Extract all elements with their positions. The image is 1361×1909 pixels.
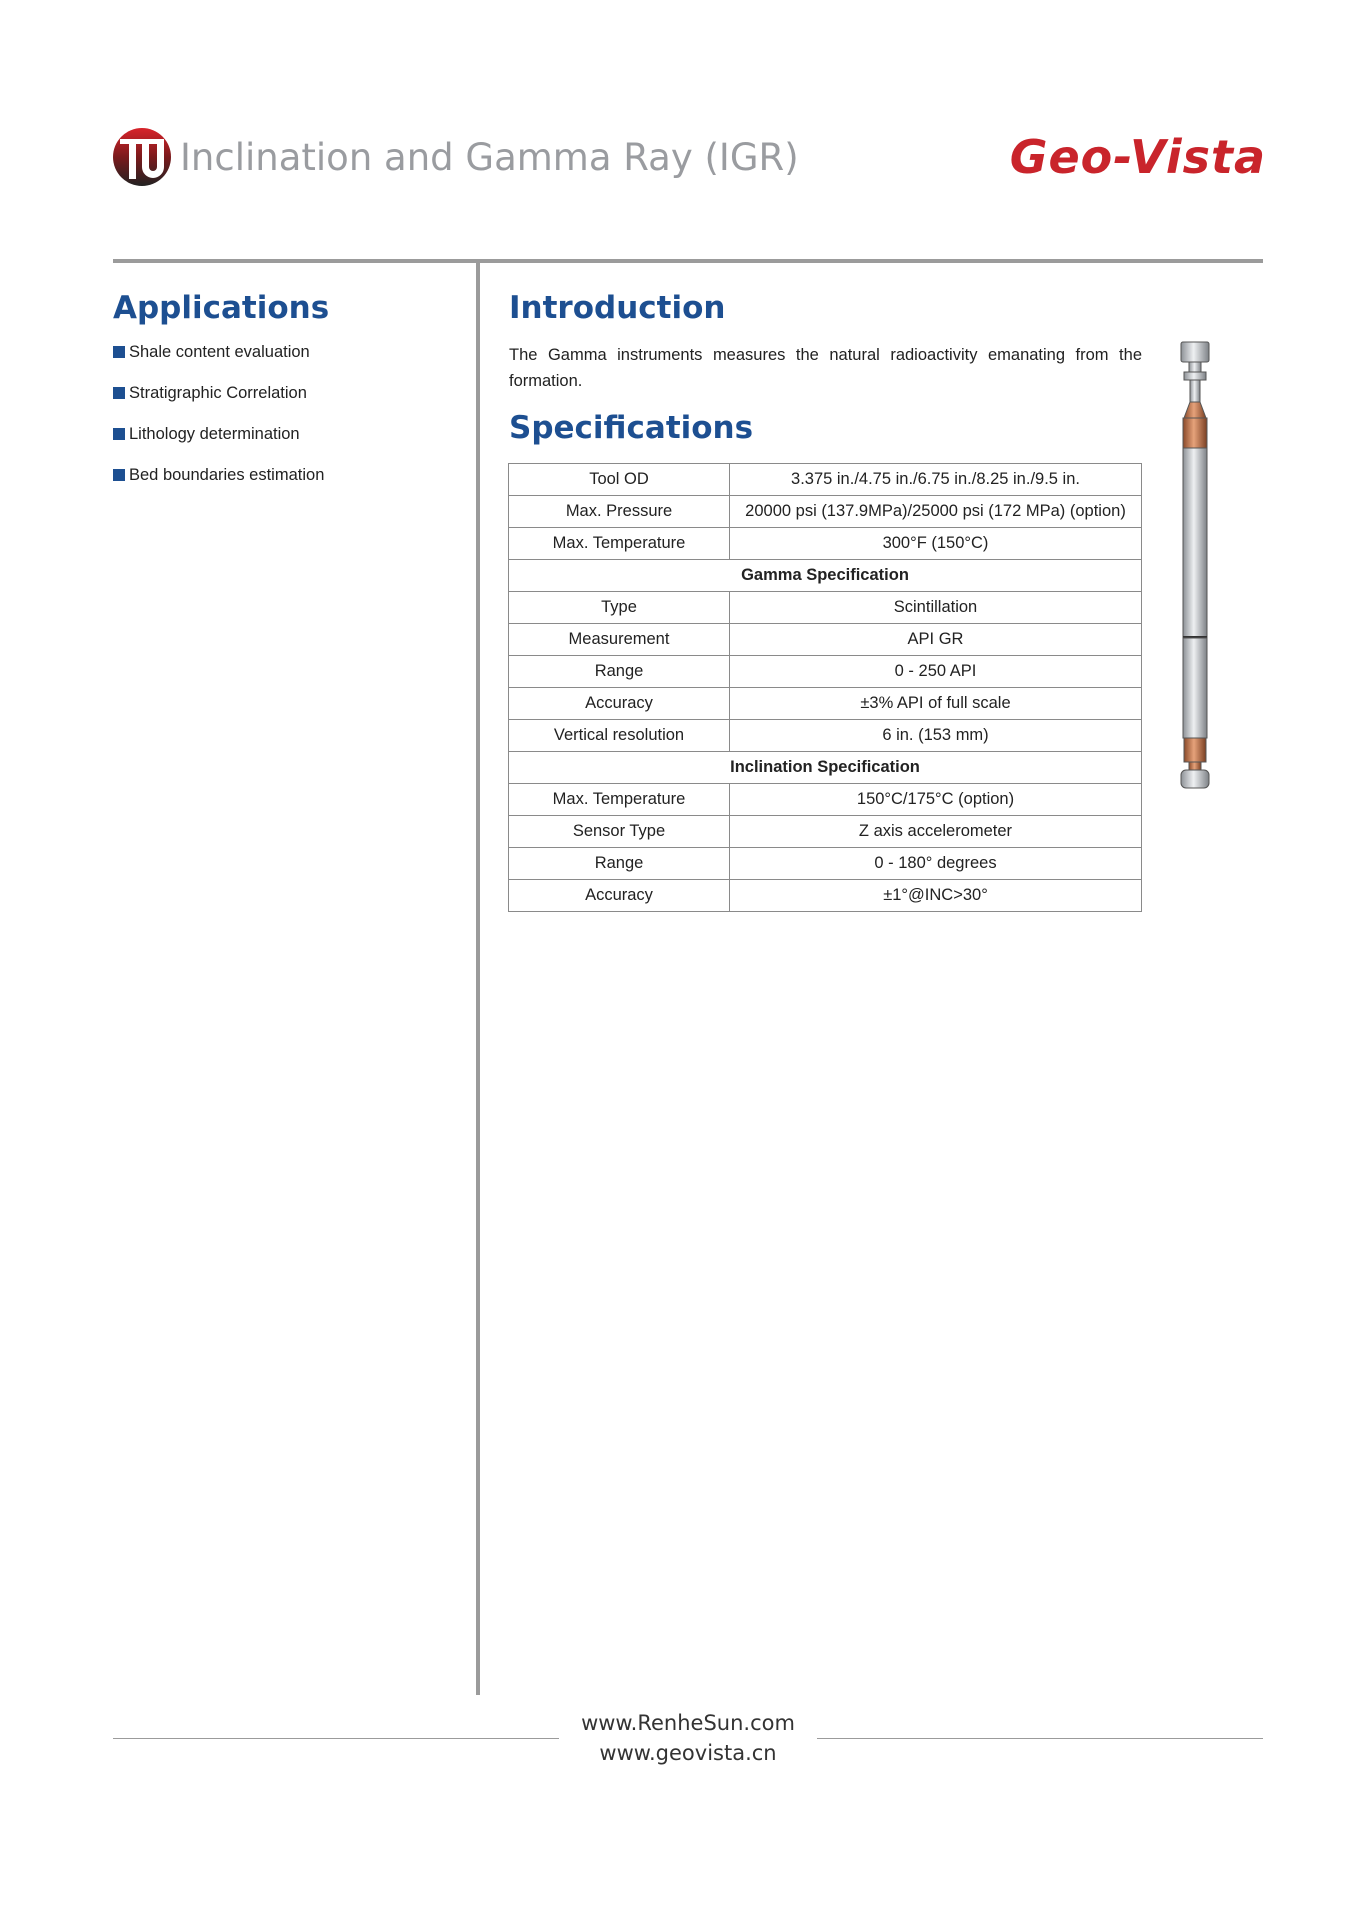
- footer-url-renhesun[interactable]: www.RenheSun.com: [581, 1711, 795, 1735]
- header-divider: [113, 259, 1263, 263]
- rhs-logo-icon: [112, 126, 172, 188]
- spec-label: Sensor Type: [509, 816, 730, 848]
- spec-value: API GR: [730, 624, 1142, 656]
- square-bullet-icon: [113, 387, 125, 399]
- applications-list: [113, 342, 324, 506]
- table-subheading-row: [509, 560, 1142, 592]
- table-row: [509, 880, 1142, 912]
- table-row: [509, 496, 1142, 528]
- footer-divider-left: [113, 1738, 559, 1739]
- spec-value: 150°C/175°C (option): [730, 784, 1142, 816]
- spec-label: Range: [509, 656, 730, 688]
- spec-value: 300°F (150°C): [730, 528, 1142, 560]
- spec-label: Type: [509, 592, 730, 624]
- spec-value: Z axis accelerometer: [730, 816, 1142, 848]
- spec-label: Accuracy: [509, 880, 730, 912]
- spec-label: Max. Temperature: [509, 784, 730, 816]
- table-row: [509, 688, 1142, 720]
- spec-value: 6 in. (153 mm): [730, 720, 1142, 752]
- spec-value: 3.375 in./4.75 in./6.75 in./8.25 in./9.5 in.: [730, 464, 1142, 496]
- document-title: Inclination and Gamma Ray (IGR): [180, 136, 799, 179]
- column-divider: [476, 259, 480, 1695]
- square-bullet-icon: [113, 428, 125, 440]
- spec-value: ±3% API of full scale: [730, 688, 1142, 720]
- applications-heading: Applications: [113, 290, 330, 326]
- list-item: Bed boundaries estimation: [113, 465, 324, 506]
- square-bullet-icon: [113, 346, 125, 358]
- footer-divider-right: [817, 1738, 1263, 1739]
- list-item: Shale content evaluation: [113, 342, 324, 383]
- table-row: [509, 528, 1142, 560]
- spec-label: Range: [509, 848, 730, 880]
- introduction-heading: Introduction: [509, 290, 726, 326]
- spec-value: 0 - 250 API: [730, 656, 1142, 688]
- spec-value: 20000 psi (137.9MPa)/25000 psi (172 MPa) (option): [730, 496, 1142, 528]
- brand-logo: Geo-Vista: [1009, 130, 1266, 184]
- list-item: Stratigraphic Correlation: [113, 383, 324, 424]
- table-row: [509, 624, 1142, 656]
- spec-value: ±1°@INC>30°: [730, 880, 1142, 912]
- table-row: [509, 784, 1142, 816]
- spec-label: Measurement: [509, 624, 730, 656]
- spec-label: Max. Pressure: [509, 496, 730, 528]
- table-row: [509, 592, 1142, 624]
- list-item: Lithology determination: [113, 424, 324, 465]
- table-row: [509, 816, 1142, 848]
- logging-tool-illustration: [1175, 340, 1215, 792]
- table-row: [509, 464, 1142, 496]
- square-bullet-icon: [113, 469, 125, 481]
- table-row: [509, 848, 1142, 880]
- specifications-heading: Specifications: [509, 410, 754, 446]
- spec-label: Max. Temperature: [509, 528, 730, 560]
- table-row: [509, 656, 1142, 688]
- spec-label: Tool OD: [509, 464, 730, 496]
- specifications-table: [508, 463, 1142, 912]
- spec-value: 0 - 180° degrees: [730, 848, 1142, 880]
- spec-label: Accuracy: [509, 688, 730, 720]
- table-subheading-row: [509, 752, 1142, 784]
- table-row: [509, 720, 1142, 752]
- introduction-text: The Gamma instruments measures the natural radioactivity emanating from the formation.: [509, 346, 1142, 390]
- gamma-spec-heading: Gamma Specification: [509, 560, 1142, 592]
- inclination-spec-heading: Inclination Specification: [509, 752, 1142, 784]
- spec-value: Scintillation: [730, 592, 1142, 624]
- footer-url-geovista[interactable]: www.geovista.cn: [599, 1741, 777, 1765]
- spec-label: Vertical resolution: [509, 720, 730, 752]
